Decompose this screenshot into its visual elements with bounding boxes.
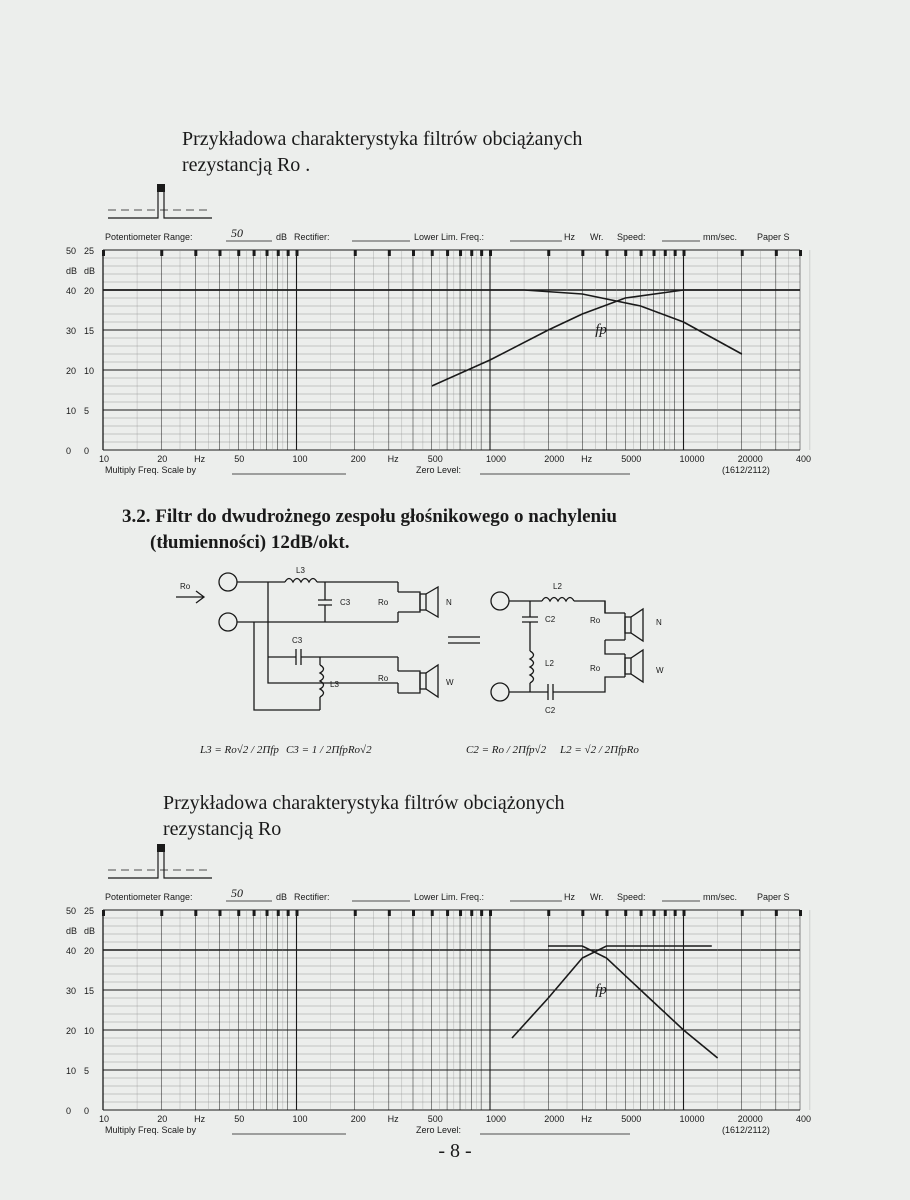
top-tick bbox=[547, 250, 550, 256]
y-tick-label-left: 40 bbox=[66, 286, 77, 296]
fp-label: fp bbox=[595, 982, 607, 998]
top-tick bbox=[354, 250, 357, 256]
top-tick bbox=[194, 250, 197, 256]
header-db: dB bbox=[276, 892, 288, 902]
top-tick bbox=[253, 250, 256, 256]
x-tick-label: 10000 bbox=[679, 454, 705, 464]
section-heading bbox=[122, 504, 617, 556]
y-tick-label-left: 20 bbox=[66, 366, 77, 376]
x-tick-label: 20 bbox=[157, 454, 168, 464]
y-tick-label-left: 0 bbox=[66, 446, 72, 456]
x-tick-label: 100 bbox=[292, 454, 308, 464]
label-c2-top: C2 bbox=[545, 615, 556, 624]
x-tick-label: 10 bbox=[99, 1114, 110, 1124]
y-tick-label-right: 5 bbox=[84, 406, 90, 416]
label-l3-top: L3 bbox=[296, 566, 305, 575]
input-terminal-top-right bbox=[491, 592, 509, 610]
y-tick-label-left: 40 bbox=[66, 946, 77, 956]
y-tick-label-right: 25 bbox=[84, 246, 95, 256]
y-tick-label-right: 0 bbox=[84, 1106, 90, 1116]
x-tick-label: 20000 bbox=[737, 1114, 763, 1124]
header-mm-sec: mm/sec. bbox=[703, 892, 738, 902]
y-tick-label-right: 20 bbox=[84, 946, 95, 956]
top-tick bbox=[674, 250, 677, 256]
x-tick-label: 5000 bbox=[621, 454, 642, 464]
top-tick bbox=[354, 910, 357, 916]
top-tick bbox=[664, 910, 667, 916]
y-tick-label-right: 0 bbox=[84, 446, 90, 456]
top-tick bbox=[664, 250, 667, 256]
top-tick bbox=[653, 910, 656, 916]
label-ro-n-left: Ro bbox=[378, 598, 389, 607]
y-tick-label-right: 25 bbox=[84, 906, 95, 916]
top-tick bbox=[470, 250, 473, 256]
speaker-n-right bbox=[625, 617, 631, 633]
top-tick bbox=[253, 910, 256, 916]
x-tick-label: 1000 bbox=[486, 1114, 507, 1124]
top-tick bbox=[194, 910, 197, 916]
header-potentiometer: Potentiometer Range: bbox=[105, 232, 193, 242]
x-tick-label: 20 bbox=[157, 1114, 168, 1124]
top-tick bbox=[296, 910, 299, 916]
top-tick bbox=[412, 910, 415, 916]
x-tick-label: 400 bbox=[796, 1114, 812, 1124]
top-tick bbox=[459, 250, 462, 256]
speaker-w-right bbox=[625, 658, 631, 674]
top-tick bbox=[277, 910, 280, 916]
header-range-value: 50 bbox=[231, 226, 243, 240]
y-tick-label-left: dB bbox=[66, 266, 78, 276]
label-l3-bottom: L3 bbox=[330, 680, 339, 689]
header-wr: Wr. bbox=[590, 892, 604, 902]
top-tick bbox=[237, 910, 240, 916]
header-lower-lim: Lower Lim. Freq.: bbox=[414, 232, 485, 242]
label-w-right: W bbox=[656, 666, 664, 675]
label-l2-top: L2 bbox=[553, 582, 562, 591]
label-n-right: N bbox=[656, 618, 662, 627]
top-tick bbox=[459, 910, 462, 916]
chart-1-heading bbox=[182, 126, 582, 178]
speaker-n-left bbox=[420, 594, 426, 610]
header-speed: Speed: bbox=[617, 232, 646, 242]
top-tick bbox=[581, 250, 584, 256]
input-terminal-top bbox=[219, 573, 237, 591]
chart-2-heading-line2: rezystancją Ro bbox=[163, 818, 282, 840]
header-wr: Wr. bbox=[590, 232, 604, 242]
header-speed: Speed: bbox=[617, 892, 646, 902]
x-tick-label: 5000 bbox=[621, 1114, 642, 1124]
inductor-l3-bottom bbox=[320, 665, 324, 697]
x-tick-label: 200 bbox=[350, 1114, 366, 1124]
x-tick-label: 100 bbox=[292, 1114, 308, 1124]
label-ro-input: Ro bbox=[180, 582, 191, 591]
top-tick bbox=[266, 250, 269, 256]
x-tick-label: 2000 bbox=[544, 1114, 565, 1124]
top-tick bbox=[799, 910, 802, 916]
header-lower-lim: Lower Lim. Freq.: bbox=[414, 892, 485, 902]
top-tick bbox=[480, 250, 483, 256]
y-tick-label-left: dB bbox=[66, 926, 78, 936]
y-tick-label-right: 15 bbox=[84, 326, 95, 336]
top-tick bbox=[547, 910, 550, 916]
y-tick-label-left: 10 bbox=[66, 1066, 77, 1076]
x-tick-label: 10000 bbox=[679, 1114, 705, 1124]
top-tick bbox=[741, 250, 744, 256]
header-rectifier: Rectifier: bbox=[294, 232, 330, 242]
label-c3-bottom: C3 bbox=[292, 636, 303, 645]
label-n-left: N bbox=[446, 598, 452, 607]
y-tick-label-right: 20 bbox=[84, 286, 95, 296]
top-tick bbox=[431, 910, 434, 916]
top-tick bbox=[388, 910, 391, 916]
top-tick bbox=[640, 910, 643, 916]
x-tick-label: 500 bbox=[427, 1114, 443, 1124]
top-tick bbox=[431, 250, 434, 256]
top-tick bbox=[266, 910, 269, 916]
x-tick-label: 50 bbox=[234, 1114, 245, 1124]
series-line-1 bbox=[512, 946, 712, 1038]
top-tick bbox=[799, 250, 802, 256]
x-tick-label: 400 bbox=[796, 454, 812, 464]
y-tick-label-right: 10 bbox=[84, 1026, 95, 1036]
x-tick-label: 200 bbox=[350, 454, 366, 464]
y-tick-label-right: dB bbox=[84, 266, 96, 276]
top-tick bbox=[446, 250, 449, 256]
top-tick bbox=[412, 250, 415, 256]
y-tick-label-left: 30 bbox=[66, 986, 77, 996]
input-terminal-bottom bbox=[219, 613, 237, 631]
top-tick bbox=[287, 250, 290, 256]
header-rectifier: Rectifier: bbox=[294, 892, 330, 902]
header-hz: Hz bbox=[564, 232, 575, 242]
pulse-icon bbox=[108, 848, 212, 878]
inductor-l2-bottom bbox=[530, 651, 534, 683]
x-tick-label: Hz bbox=[387, 454, 399, 464]
top-tick bbox=[605, 250, 608, 256]
top-tick bbox=[218, 250, 221, 256]
section-heading-line1: 3.2. Filtr do dwudrożnego zespołu głośnikowego o nachyleniu bbox=[122, 506, 617, 527]
y-tick-label-left: 0 bbox=[66, 1106, 72, 1116]
chart-2-heading bbox=[163, 790, 565, 842]
fp-label: fp bbox=[595, 322, 607, 338]
top-tick bbox=[624, 910, 627, 916]
y-tick-label-right: 5 bbox=[84, 1066, 90, 1076]
x-tick-label: Hz bbox=[387, 1114, 399, 1124]
frequency-chart-2 bbox=[0, 840, 812, 1140]
label-l2-bottom: L2 bbox=[545, 659, 554, 668]
header-mm-sec: mm/sec. bbox=[703, 232, 738, 242]
formula-l3: L3 = Ro√2 / 2Πfp bbox=[200, 744, 279, 756]
top-tick bbox=[470, 910, 473, 916]
footer-zero-level: Zero Level: bbox=[416, 1125, 462, 1135]
top-tick bbox=[653, 250, 656, 256]
top-tick bbox=[683, 910, 686, 916]
chart-1-heading-line1: Przykładowa charakterystyka filtrów obciążanych bbox=[182, 128, 583, 150]
top-tick bbox=[277, 250, 280, 256]
top-tick bbox=[160, 910, 163, 916]
label-c3-top: C3 bbox=[340, 598, 351, 607]
footer-multiply: Multiply Freq. Scale by bbox=[105, 465, 197, 475]
crossover-circuit-diagram bbox=[0, 565, 800, 785]
top-tick bbox=[605, 910, 608, 916]
label-ro-n-right: Ro bbox=[590, 616, 601, 625]
pulse-icon bbox=[108, 188, 212, 218]
series-line-2 bbox=[548, 946, 717, 1058]
label-ro-w-left: Ro bbox=[378, 674, 389, 683]
x-tick-label: Hz bbox=[581, 454, 593, 464]
top-tick bbox=[388, 250, 391, 256]
label-w-left: W bbox=[446, 678, 454, 687]
section-heading-line2: (tłumienności) 12dB/okt. bbox=[150, 532, 350, 553]
x-tick-label: 10 bbox=[99, 454, 110, 464]
speaker-w-left bbox=[420, 673, 426, 689]
y-tick-label-left: 10 bbox=[66, 406, 77, 416]
pulse-marker bbox=[157, 184, 165, 192]
frequency-chart-1 bbox=[0, 180, 812, 480]
x-tick-label: Hz bbox=[581, 1114, 593, 1124]
top-tick bbox=[489, 910, 492, 916]
header-range-value: 50 bbox=[231, 886, 243, 900]
top-tick bbox=[683, 250, 686, 256]
top-tick bbox=[624, 250, 627, 256]
pulse-marker bbox=[157, 844, 165, 852]
x-tick-label: 1000 bbox=[486, 454, 507, 464]
x-tick-label: 2000 bbox=[544, 454, 565, 464]
y-tick-label-right: dB bbox=[84, 926, 96, 936]
top-tick bbox=[640, 250, 643, 256]
top-tick bbox=[674, 910, 677, 916]
header-paper: Paper S bbox=[757, 892, 790, 902]
page-number: - 8 - bbox=[438, 1140, 472, 1162]
top-tick bbox=[775, 910, 778, 916]
y-tick-label-left: 50 bbox=[66, 906, 77, 916]
header-paper: Paper S bbox=[757, 232, 790, 242]
input-terminal-bottom-right bbox=[491, 683, 509, 701]
y-tick-label-left: 30 bbox=[66, 326, 77, 336]
chart-2-heading-line1: Przykładowa charakterystyka filtrów obciążonych bbox=[163, 792, 565, 814]
top-tick bbox=[741, 910, 744, 916]
y-tick-label-left: 20 bbox=[66, 1026, 77, 1036]
top-tick bbox=[775, 250, 778, 256]
equivalence-sign bbox=[448, 637, 480, 643]
x-tick-label: 20000 bbox=[737, 454, 763, 464]
header-db: dB bbox=[276, 232, 288, 242]
chart-1-heading-line2: rezystancją Ro . bbox=[182, 154, 311, 176]
x-tick-label: Hz bbox=[194, 1114, 206, 1124]
formula-c3: C3 = 1 / 2ΠfpRo√2 bbox=[286, 744, 372, 756]
formula-c2: C2 = Ro / 2Πfp√2 bbox=[466, 744, 547, 756]
inductor-l2-top bbox=[542, 598, 574, 602]
label-ro-w-right: Ro bbox=[590, 664, 601, 673]
top-tick bbox=[489, 250, 492, 256]
header-hz: Hz bbox=[564, 892, 575, 902]
label-c2-bottom: C2 bbox=[545, 706, 556, 715]
top-tick bbox=[287, 910, 290, 916]
inductor-l3-top bbox=[285, 579, 317, 583]
top-tick bbox=[296, 250, 299, 256]
footer-zero-level: Zero Level: bbox=[416, 465, 462, 475]
input-arrow bbox=[176, 591, 204, 603]
top-tick bbox=[581, 910, 584, 916]
top-tick bbox=[446, 910, 449, 916]
y-tick-label-right: 10 bbox=[84, 366, 95, 376]
footer-code: (1612/2112) bbox=[722, 465, 770, 475]
top-tick bbox=[480, 910, 483, 916]
footer-code: (1612/2112) bbox=[722, 1125, 770, 1135]
top-tick bbox=[218, 910, 221, 916]
x-tick-label: Hz bbox=[194, 454, 206, 464]
y-tick-label-right: 15 bbox=[84, 986, 95, 996]
y-tick-label-left: 50 bbox=[66, 246, 77, 256]
top-tick bbox=[237, 250, 240, 256]
top-tick bbox=[160, 250, 163, 256]
footer-multiply: Multiply Freq. Scale by bbox=[105, 1125, 197, 1135]
x-tick-label: 500 bbox=[427, 454, 443, 464]
x-tick-label: 50 bbox=[234, 454, 245, 464]
formula-l2: L2 = √2 / 2ΠfpRo bbox=[560, 744, 639, 756]
header-potentiometer: Potentiometer Range: bbox=[105, 892, 193, 902]
